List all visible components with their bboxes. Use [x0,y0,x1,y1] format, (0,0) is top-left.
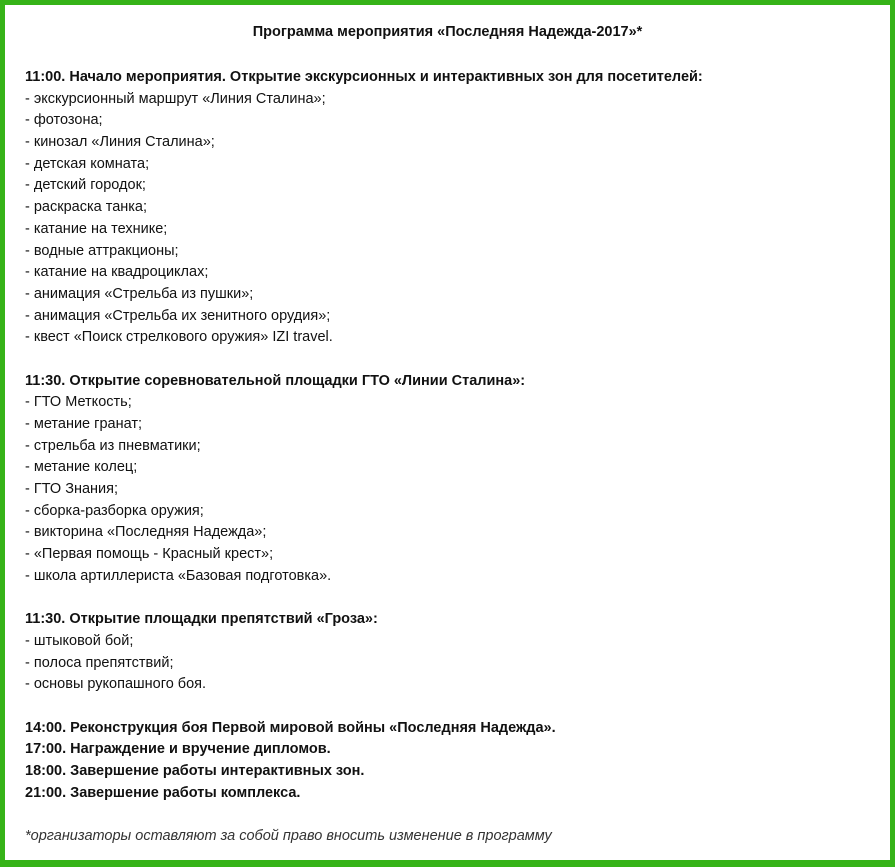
event-line: 21:00. Завершение работы комплекса. [25,784,301,801]
footnote: *организаторы оставляют за собой право вносить изменение в программу [25,828,552,845]
document-title: Программа мероприятия «Последняя Надежда-2017»* [252,24,643,40]
list-item: - экскурсионный маршрут «Линия Сталина»; [25,90,326,107]
spacer [25,696,880,718]
list-item: - водные аттракционы; [25,242,179,259]
list-item: - фотозона; [25,112,103,129]
list-item: - «Первая помощь - Красный крест»; [25,546,274,563]
list-item: - полоса препятствий; [25,654,174,671]
list-item: - ГТО Знания; [25,481,119,498]
list-item: - детская комната; [25,155,150,172]
list-item: - штыковой бой; [25,632,134,649]
final-events [25,718,880,805]
section-obstacles [25,609,880,696]
section-heading: 11:30. Открытие соревновательной площадки ГТО «Линии Сталина»: [25,372,526,389]
list-item: - основы рукопашного боя. [25,676,207,693]
list-item: - викторина «Последняя Надежда»; [25,524,267,541]
section-gto [25,371,880,588]
list-item: - катание на квадроциклах; [25,264,209,281]
event-line: 14:00. Реконструкция боя Первой мировой войны «Последняя Надежда». [25,719,556,736]
list-item: - сборка-разборка оружия; [25,502,204,519]
list-item: - ГТО Меткость; [25,394,132,411]
list-item: - метание гранат; [25,416,142,432]
section-heading: 11:30. Открытие площадки препятствий «Гроза»: [25,611,378,628]
list-item: - катание на технике; [25,220,168,237]
section-heading: 11:00. Начало мероприятия. Открытие экскурсионных и интерактивных зон для посетителей: [25,69,703,85]
list-item: - метание колец; [25,459,138,476]
event-line: 17:00. Награждение и вручение дипломов. [25,741,331,758]
list-item: - квест «Поиск стрелкового оружия» IZI travel. [25,329,333,346]
list-item: - стрельба из пневматики; [25,437,201,454]
spacer [25,804,880,826]
list-item: - кинозал «Линия Сталина»; [25,134,215,151]
list-item: - анимация «Стрельба из пушки»; [25,285,254,302]
event-line: 18:00. Завершение работы интерактивных зон. [25,763,365,779]
list-item: - раскраска танка; [25,199,148,216]
list-item: - детский городок; [25,177,146,194]
list-item: - школа артиллериста «Базовая подготовка». [25,567,332,584]
program-content [25,67,880,848]
program-document [5,5,890,860]
spacer [25,349,880,371]
section-opening [25,67,880,349]
spacer [25,588,880,610]
list-item: - анимация «Стрельба их зенитного орудия»; [25,307,331,324]
